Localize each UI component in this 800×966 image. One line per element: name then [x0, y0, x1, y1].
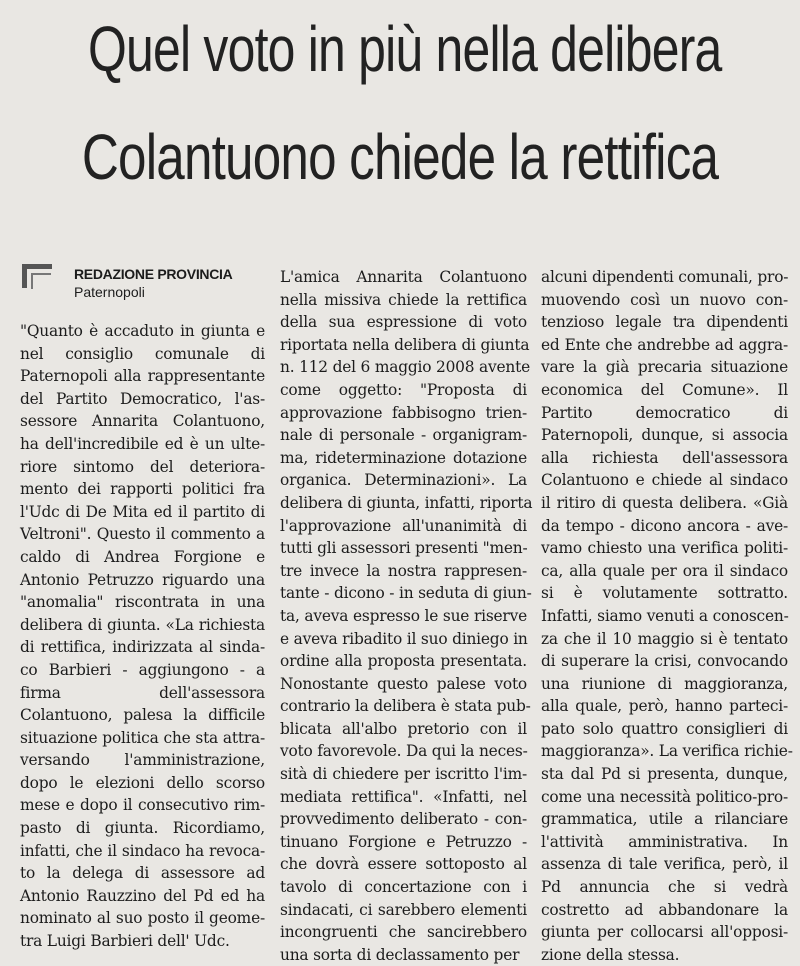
article-column-2 — [280, 266, 533, 966]
article-line: tante - dicono - in seduta di giun- — [280, 584, 532, 603]
article-line: sta dal Pd si presenta, dunque, — [541, 765, 788, 784]
article-line: tra Luigi Barbieri dell' Udc. — [20, 932, 230, 951]
article-line: tavolo di concertazione con i — [280, 878, 527, 897]
article-line: riore sintomo del deteriora- — [20, 457, 265, 476]
article-line: provvedimento deliberato - con- — [280, 810, 527, 829]
article-line: assenza di tale verifica, però, il — [541, 855, 788, 874]
article-line: che dovrà essere sottoposto al — [280, 855, 527, 874]
article-line: delibera di giunta. «La richiesta — [20, 615, 265, 634]
article-line: infatti, che il sindaco ha revoca- — [20, 841, 265, 860]
corner-bracket-icon — [22, 264, 52, 288]
headline-line-1: Quel voto in più nella delibera — [88, 13, 722, 85]
article-line: Colantuono e chiede al sindaco — [541, 471, 788, 490]
byline-title: REDAZIONE PROVINCIA — [74, 266, 233, 282]
article-line: za che il 10 maggio si è tentato — [541, 629, 788, 648]
article-line: grammatica, utile a rilanciare — [541, 810, 788, 829]
article-line: muovendo così un nuovo con- — [541, 290, 788, 309]
article-line: dopo le elezioni dello scorso — [20, 773, 265, 792]
article-line: caldo di Andrea Forgione e — [20, 547, 265, 566]
article-line: ed Ente che andrebbe ad aggra- — [541, 335, 788, 354]
article-line: economica del Comune». Il — [541, 380, 788, 399]
article-line: contrario la delibera è stata pub- — [280, 697, 531, 716]
article-line: "anomalia" riscontrata in una — [20, 593, 265, 612]
article-line: sità di chiedere per iscritto l'im- — [280, 765, 527, 784]
article-line: ordine alla proposta presentata. — [280, 652, 527, 671]
article-line: alcuni dipendenti comunali, pro- — [541, 268, 789, 286]
headline-line-2: Colantuono chiede la rettifica — [81, 121, 719, 193]
article-line: nale di personale - organigram- — [280, 426, 527, 445]
article-line: e aveva ribadito il suo diniego in — [280, 629, 528, 648]
article-line: alla quale, però, hanno parteci- — [541, 697, 788, 716]
article-line: voto favorevole. Da qui la neces- — [280, 742, 528, 761]
article-line: come oggetto: "Proposta di — [280, 380, 527, 399]
article-line: della sua espressione di voto — [280, 313, 527, 332]
article-line: una riunione di maggioranza, — [541, 674, 788, 693]
article-line: di rettifica, indirizzata al sinda- — [20, 638, 265, 657]
article-line: pasto di giunta. Ricordiamo, — [20, 819, 265, 838]
article-line: situazione politica che sta attra- — [20, 728, 265, 747]
article-line: to la delega di assessore ad — [20, 864, 265, 883]
article-line: approvazione fabbisogno trien- — [280, 403, 527, 422]
article-line: Paternopoli alla rappresentante — [20, 367, 265, 386]
article-line: alla richiesta dell'assessora — [541, 448, 788, 467]
article-line: Nonostante questo palese voto — [280, 674, 527, 693]
article-line: l'Udc di De Mita ed il partito di — [20, 502, 265, 521]
article-line: mese e dopo il consecutivo rim- — [20, 796, 265, 815]
article-line: vamo chiesto una verifica politi- — [541, 539, 788, 558]
article-line: tenzioso legale tra dipendenti — [541, 313, 788, 332]
article-line: blicata all'albo pretorio con il — [280, 719, 527, 738]
article-line: sindacati, ci sarebbero elementi — [280, 900, 527, 919]
article-line: sessore Annarita Colantuono, — [20, 412, 265, 431]
article-line: zione della stessa. — [541, 945, 680, 964]
article-line: l'attività amministrativa. In — [541, 832, 788, 851]
article-line: Infatti, siamo venuti a conoscen- — [541, 606, 789, 625]
article-line: di superare la crisi, convocando — [541, 652, 788, 671]
article-line: nominato al suo posto il geome- — [20, 909, 265, 928]
article-line: ma, rideterminazione dotazione — [280, 448, 527, 467]
article-line: del Partito Democratico, l'as- — [20, 389, 265, 408]
article-line: delibera di giunta, infatti, riporta — [280, 493, 533, 512]
article-line: il ritiro di questa delibera. «Già — [541, 493, 788, 512]
article-line: nel consiglio comunale di — [20, 344, 265, 363]
article-line: Antonio Rauzzino del Pd ed ha — [20, 886, 265, 905]
article-line: tutti gli assessori presenti "men- — [280, 539, 528, 558]
article-line: "Quanto è accaduto in giunta e — [20, 322, 265, 340]
article-line: l'approvazione all'unanimità di — [280, 516, 527, 535]
article-line: Colantuono, palesa la difficile — [20, 706, 265, 725]
article-line: una sorta di declassamento per — [280, 945, 520, 964]
article-line: vare la già precaria situazione — [541, 358, 788, 377]
article-line: L'amica Annarita Colantuono — [280, 268, 527, 286]
article-line: maggioranza». La verifica richie- — [541, 742, 793, 761]
article-line: si è volutamente sottratto. — [541, 584, 788, 603]
byline — [22, 262, 262, 312]
article-line: organica. Determinazioni». La — [280, 471, 527, 490]
article-line: ta, aveva espresso le sue riserve — [280, 606, 527, 625]
article-line: co Barbieri - aggiungono - a — [20, 660, 265, 679]
article-line: ha dell'incredibile ed è un ulte- — [20, 434, 265, 453]
article-column-1 — [20, 320, 265, 953]
article-column-3 — [541, 266, 793, 966]
article-line: mediata rettifica". «Infatti, nel — [280, 787, 527, 806]
article-line: Paternopoli, dunque, si associa — [541, 426, 788, 445]
article-line: ca, alla quale per ora il sindaco — [541, 561, 788, 580]
byline-place: Paternopoli — [74, 284, 145, 300]
article-line: giunta per collocarsi all'opposi- — [541, 923, 788, 942]
article-line: Pd annuncia che si vedrà — [541, 878, 788, 897]
article-line: riportata nella delibera di giunta — [280, 335, 530, 354]
article-line: pato solo quattro consiglieri di — [541, 719, 788, 738]
article-line: come una necessità politico-pro- — [541, 787, 788, 806]
article-line: tre invece la nostra rappresen- — [280, 561, 527, 580]
article-line: firma dell'assessora — [20, 683, 265, 702]
article-line: versando l'amministrazione, — [20, 751, 265, 770]
article-line: costretto ad abbandonare la — [541, 900, 788, 919]
article-line: Antonio Petruzzo riguardo una — [20, 570, 265, 589]
article-line: incongruenti che sancirebbero — [280, 923, 527, 942]
article-line: mento dei rapporti politici fra — [20, 480, 265, 499]
article-line: tinuano Forgione e Petruzzo - — [280, 832, 527, 851]
article-line: nella missiva chiede la rettifica — [280, 290, 527, 309]
article-line: Partito democratico di — [541, 403, 788, 422]
article-line: n. 112 del 6 maggio 2008 avente — [280, 358, 531, 377]
article-line: Veltroni". Questo il commento a — [20, 525, 265, 544]
article-line: da tempo - dicono ancora - ave- — [541, 516, 788, 535]
